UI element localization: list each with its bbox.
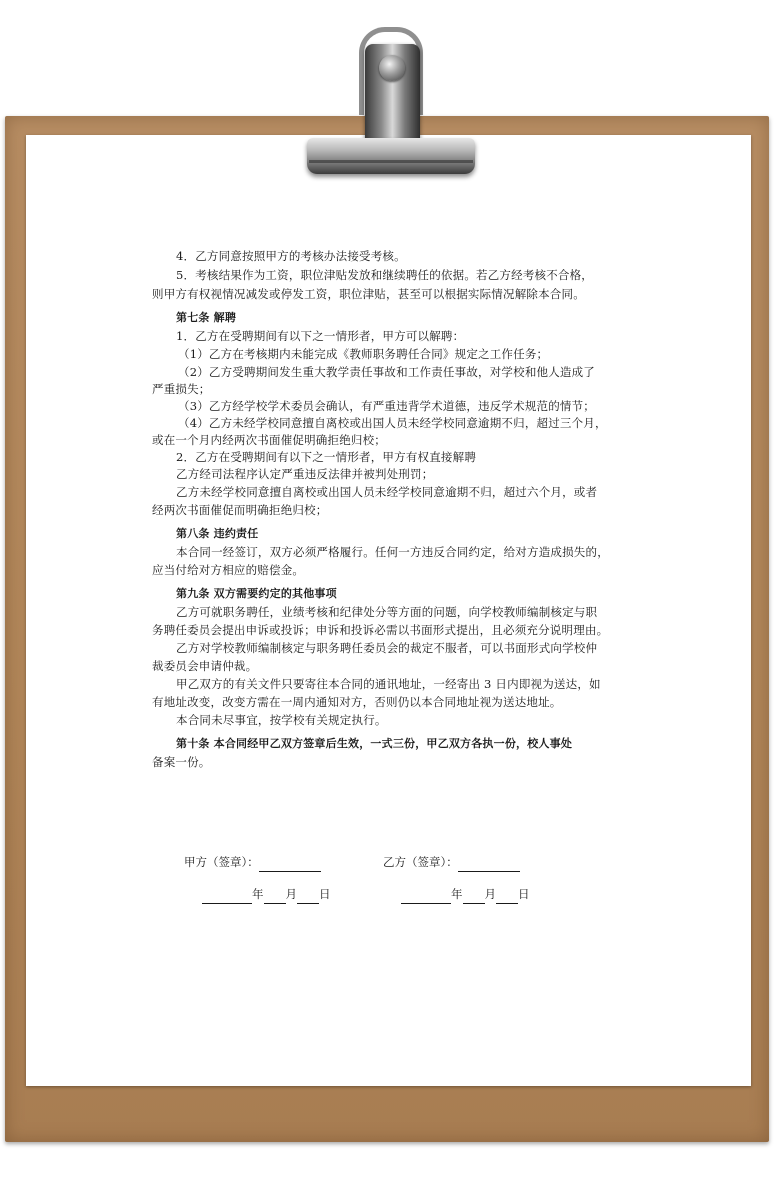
clause-line: 或在一个月内经两次书面催促明确拒绝归校； [152,433,386,447]
clause-line: 则甲方有权视情况减发或停发工资，职位津贴，甚至可以根据实际情况解除本合同。 [152,287,585,301]
clause-line: 2．乙方在受聘期间有以下之一情形者，甲方有权直接解聘 [176,450,477,464]
section-heading-8: 第八条 违约责任 [176,527,259,540]
clause-line: 本合同一经签订，双方必须严格履行。任何一方违反合同约定，给对方造成损失的， [176,545,609,559]
party-a-label: 甲方（签章）： [184,855,259,869]
clause-line: （1）乙方在考核期内未能完成《教师职务聘任合同》规定之工作任务； [178,347,549,361]
year-label: 年 [252,887,264,901]
month-blank [463,889,485,904]
clause-line: 严重损失； [152,382,211,396]
clause-line: 1．乙方在受聘期间有以下之一情形者，甲方可以解聘： [176,329,465,343]
clause-line: 4．乙方同意按照甲方的考核办法接受考核。 [176,249,406,263]
clause-line: 应当付给对方相应的赔偿金。 [152,563,305,577]
year-blank [401,889,451,904]
clause-line: 务聘任委员会提出申诉或投诉；申诉和投诉必需以书面形式提出，且必须充分说明理由。 [152,623,609,637]
day-blank [496,889,518,904]
month-blank [264,889,286,904]
party-a-date [202,884,331,904]
section-heading-9: 第九条 双方需要约定的其他事项 [176,587,337,600]
clause-line: 备案一份。 [152,755,211,769]
clause-line: 裁委员会申请仲裁。 [152,659,258,673]
clause-line: 5．考核结果作为工资，职位津贴发放和继续聘任的依据。若乙方经考核不合格， [176,268,594,282]
party-a-signature [184,852,321,872]
clause-line: （2）乙方受聘期间发生重大教学责任事故和工作责任事故，对学校和他人造成了 [178,365,596,379]
day-label: 日 [518,887,530,901]
month-label: 月 [484,887,496,901]
party-b-label: 乙方（签章）： [383,855,458,869]
clause-line: 乙方对学校教师编制核定与职务聘任委员会的裁定不服者，可以书面形式向学校仲 [176,641,598,655]
month-label: 月 [285,887,297,901]
clause-line: 甲乙双方的有关文件只要寄往本合同的通讯地址，一经寄出 3 日内即视为送达，如 [176,677,601,691]
clause-line: （3）乙方经学校学术委员会确认，有严重违背学术道德，违反学术规范的情节； [178,399,596,413]
party-b-signature [383,852,520,872]
day-blank [297,889,319,904]
party-a-sign-line [259,857,321,872]
clause-line: （4）乙方未经学校同意擅自离校或出国人员未经学校同意逾期不归，超过三个月， [178,416,607,430]
party-b-date [401,884,530,904]
section-heading-10: 第十条 本合同经甲乙双方签章后生效，一式三份，甲乙双方各执一份，校人事处 [176,737,573,750]
clause-line: 经两次书面催促而明确拒绝归校； [152,503,328,517]
clause-line: 乙方经司法程序认定严重违反法律并被判处刑罚； [176,467,434,481]
section-heading-7: 第七条 解聘 [176,311,237,324]
party-b-sign-line [458,857,520,872]
clause-line: 本合同未尽事宜，按学校有关规定执行。 [176,713,387,727]
clause-line: 乙方可就职务聘任，业绩考核和纪律处分等方面的问题，向学校教师编制核定与职 [176,605,598,619]
clause-line: 有地址改变，改变方需在一周内通知对方，否则仍以本合同地址视为送达地址。 [152,695,562,709]
year-blank [202,889,252,904]
day-label: 日 [319,887,331,901]
year-label: 年 [451,887,463,901]
clause-line: 乙方未经学校同意擅自离校或出国人员未经学校同意逾期不归，超过六个月，或者 [176,485,598,499]
